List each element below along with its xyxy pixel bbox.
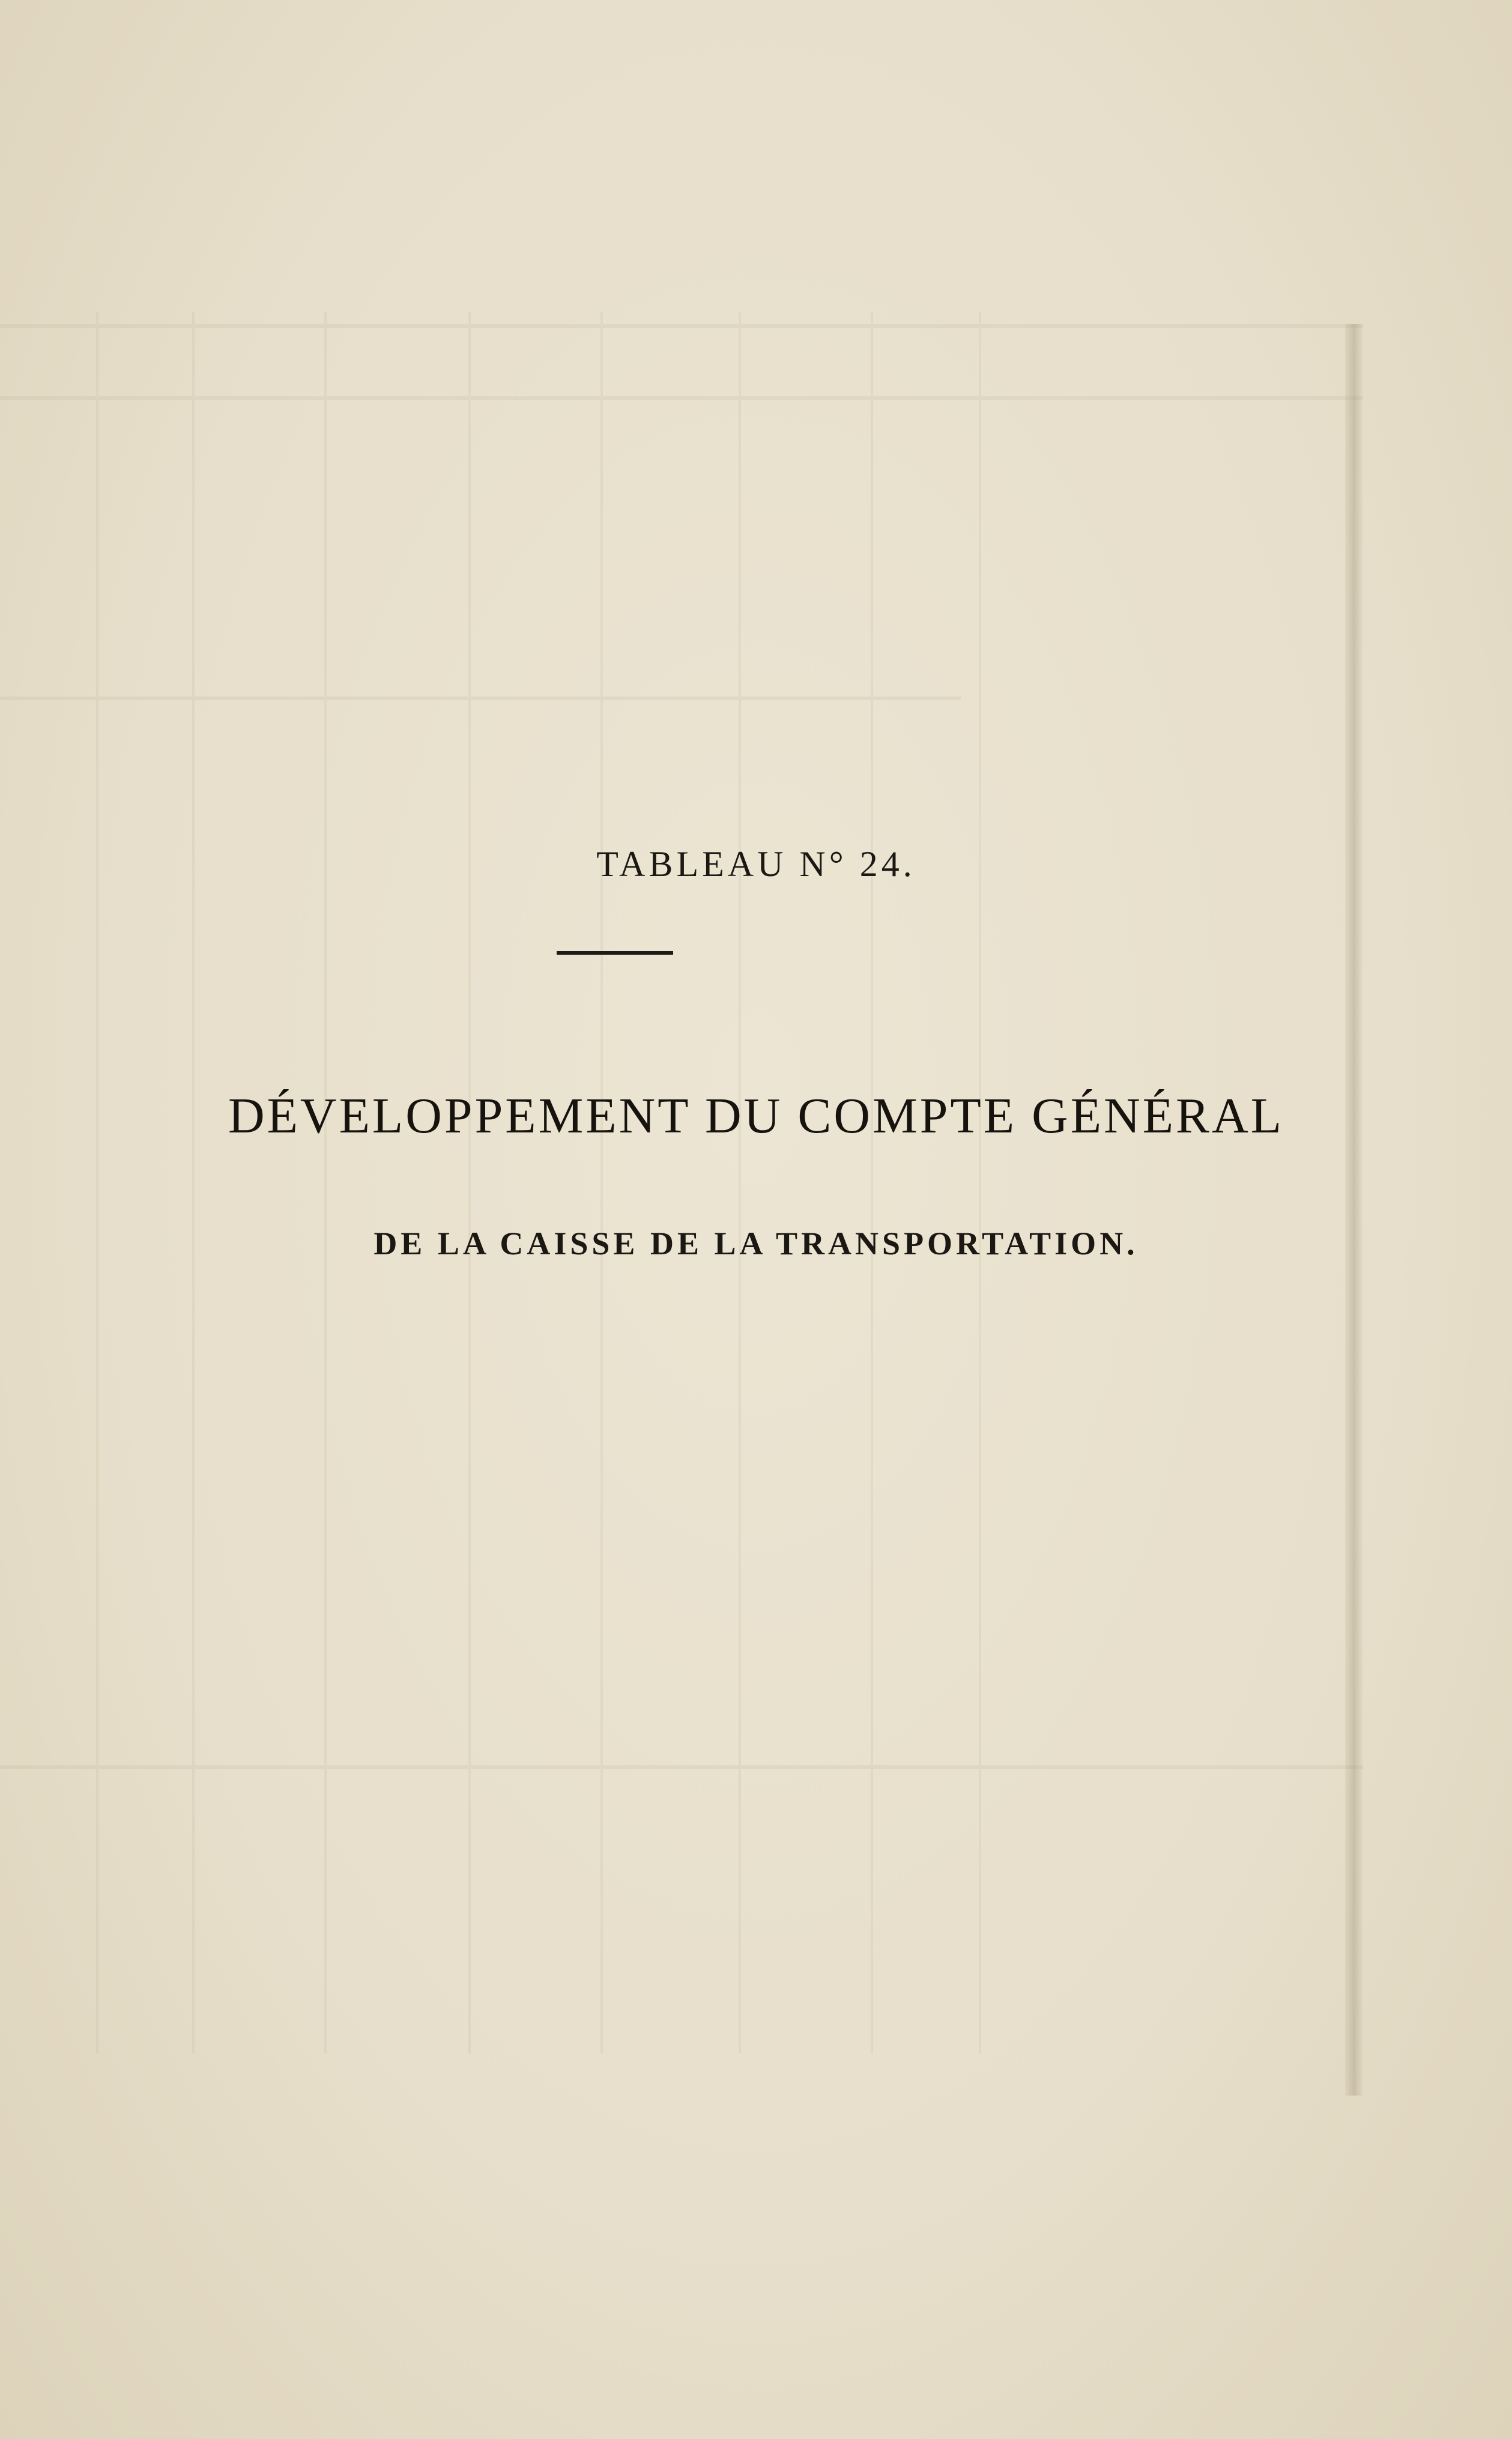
- page-title: DÉVELOPPEMENT DU COMPTE GÉNÉRAL: [228, 1088, 1284, 1144]
- heading-rule: [557, 951, 673, 955]
- table-number-heading: TABLEAU N° 24.: [596, 844, 916, 884]
- page-subtitle: DE LA CAISSE DE LA TRANSPORTATION.: [373, 1226, 1139, 1262]
